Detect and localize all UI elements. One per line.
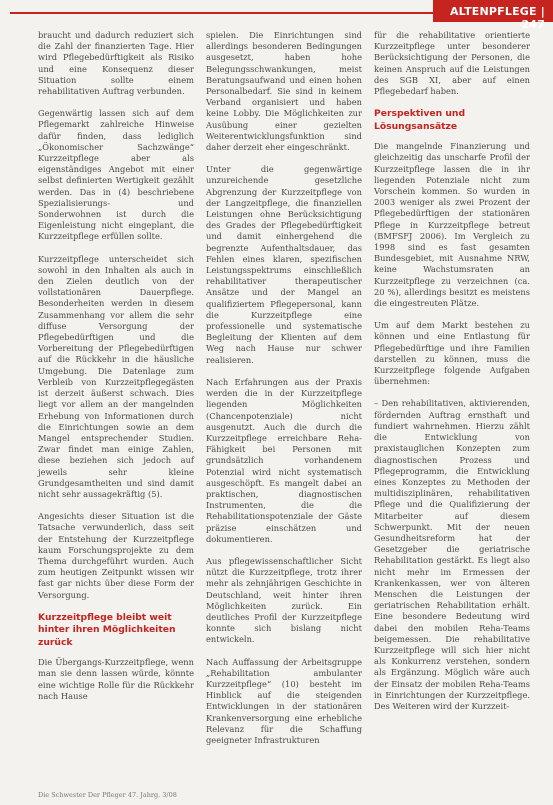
paragraph: Angesichts dieser Situation ist die Tatsache verwunderlich, dass seit der Entstehung der Kurzzeitpflege kaum Forschungsprojekte zu dem Thema durchgeführt wurden. Auch zum heutigen Zeitpunkt wissen wir fast gar nichts über diese Form der Versorgung. xyxy=(38,511,194,600)
paragraph: – Den rehabilitativen, aktivierenden, fördernden Auftrag ernsthaft und fundiert wahrnehmen. Hierzu zählt die Entwicklung von praxistauglichen Konzepten zum diagnostischen Prozess und Pflegeprogramm, die Entwicklung eines Konzeptes zu Methoden der multidisziplinären, rehabilitativen Pflege und die Qualifizierung der Mitarbeiter auf diesem Schwerpunkt. Mit der neuen Gesundheitsreform hat der Gesetzgeber die geriatrische Rehabilitation gestärkt. Es liegt also nicht mehr im Ermessen der Krankenkassen, wer von älteren Menschen die Leistungen der geriatrischen Rehabilitation erhält. Eine besondere Bedeutung wird dabei den mobilen Reha-Teams beigemessen. Die rehabilitative Kurzzeitpflege will sich hier nicht als Konkurrenz verstehen, sondern als Ergänzung. Möglich wäre auch der Einsatz der mobilen Reha-Teams in Einrichtungen der Kurzzeitpflege. Des Weiteren wird der Kurzzeit- xyxy=(374,398,530,711)
paragraph: für die rehabilitative orientierte Kurzzeitpflege unter besonderer Berücksichtigung der Personen, die keinen Anspruch auf die Leistungen des SGB XI, aber auf einen Pflegebedarf haben. xyxy=(374,30,530,97)
text-column-3 xyxy=(374,30,530,723)
page-footer: Die Schwester Der Pfleger 47. Jahrg. 3/08 xyxy=(38,791,177,799)
page-number: 247 xyxy=(521,18,545,31)
paragraph: Aus pflegewissenschaftlicher Sicht nützt die Kurzzeitpflege, trotz ihrer mehr als zehnjährigen Geschichte in Deutschland, weit hinter ihren Möglichkeiten zurück. Ein deutliches Profil der Kurzzeitpflege konnte sich bislang nicht entwickeln. xyxy=(206,555,362,645)
text-column-1 xyxy=(38,30,194,713)
section-heading: Kurzzeitpflege bleibt weit hinter ihren Möglichkeiten zurück xyxy=(38,611,176,648)
section-title: ALTENPFLEGE xyxy=(449,5,537,18)
paragraph: Gegenwärtig lassen sich auf dem Pflegemarkt zahlreiche Hinweise dafür finden, dass lediglich „Ökonomischer Sachzwänge“ Kurzzeitpflege aber als eigenständiges Angebot mit einer selbst definierten Wertigkeit gezählt werden. Das in (4) beschriebene Spezialisierungs- und Sonderwohnen ist durch die Eigenleistung nicht eingeplant, die Kurzzeitpflege erfüllen sollte. xyxy=(38,108,194,242)
paragraph: Unter die gegenwärtige unzureichende gesetzliche Abgrenzung der Kurzzeitpflege von der Langzeitpflege, die finanziellen Leistungen ohne Berücksichtigung des Grades der Pflegebedürftigkeit und damit einhergehend die begrenzte Aufenthaltsdauer, das Fehlen eines klaren, spezifischen Leistungsspektrums einschließlich rehabilitativer therapeutischer Ansätze und der Mangel an qualifiziertem Pflegepersonal, kann die Kurzzeitpflege eine professionelle und systematische Begleitung der Klienten auf dem Weg nach Hause nur schwer realisieren. xyxy=(206,164,362,365)
paragraph: Um auf dem Markt bestehen zu können und eine Entlastung für Pflegebedürftige und ihre Familien darstellen zu können, muss die Kurzzeitpflege folgende Aufgaben übernehmen: xyxy=(374,320,530,387)
header-separator: | xyxy=(540,5,545,18)
paragraph: Die Übergangs-Kurzzeitpflege, wenn man sie denn lassen würde, könnte eine wichtige Rolle für die Rückkehr nach Hause xyxy=(38,657,194,701)
header-rule xyxy=(10,12,433,14)
paragraph: spielen. Die Einrichtungen sind allerdings besonderen Bedingungen ausgesetzt, haben hohe Belegungsschwankungen, meist Beratungsaufwand und einen hohen Personalbedarf. Sie sind in keinem Verband organisiert und haben keine Lobby. Die Möglichkeiten zur Ausübung einer gezielten Weiterentwicklungsfunktion sind daher derzeit eher eingeschränkt. xyxy=(206,30,362,153)
section-heading: Perspektiven und Lösungsansätze xyxy=(374,108,466,132)
paragraph: Nach Auffassung der Arbeitsgruppe „Rehabilitation ambulanter Kurzzeitpflege“ (10) besteht im Hinblick auf die steigenden Entwicklungen in der stationären Krankenversorgung eine erhebliche Relevanz für die Schaffung geeigneter Infrastrukturen xyxy=(206,656,362,745)
paragraph: braucht und dadurch reduziert sich die Zahl der finanzierten Tage. Hier wird Pflegebedürftigkeit als Risiko und eine Konsequenz dieser Situation sollte einem rehabilitativen Auftrag verbunden. xyxy=(38,30,194,97)
paragraph: Die mangelnde Finanzierung und gleichzeitig das unscharfe Profil der Kurzzeitpflege lassen die in ihr liegenden Potenziale nicht zum Vorschein kommen. So wurden in 2003 weniger als zwei Prozent der Pflegebedürftigen der stationären Pflege in Kurzzeitpflege betreut (BMFSFJ 2006). Im Vergleich zu 1998 sind es fast gesamten Bundesgebiet, mit Ausnahme NRW, keine Wachstumsraten an Kurzzeitpflege zu verzeichnen (ca. 20 %), allerdings besitzt es meistens die eingestreuten Plätze. xyxy=(374,141,530,309)
header-tab xyxy=(433,0,553,31)
text-column-2 xyxy=(206,30,362,757)
paragraph: Kurzzeitpflege unterscheidet sich sowohl in den Inhalten als auch in den Zielen deutlich von der vollstationären Dauerpflege. Besonderheiten werden in diesem Zusammenhang vor allem die sehr diffuse Versorgung der Pflegebedürftigen und die Vorbereitung der Pflegebedürftigen auf die Rückkehr in die häusliche Umgebung. Die Datenlage zum Verbleib von Kurzzeitpflegegästen ist derzeit äußerst schwach. Dies liegt vor allem an der mangelnden Erhebung von Informationen durch die Einrichtungen sowie an dem Mangel entsprechender Studien. Zwar findet man einige Zahlen, diese beziehen sich jedoch auf jeweils sehr kleine Grundgesamtheiten und sind damit nicht sehr aussagekräftig (5). xyxy=(38,253,194,499)
page-header xyxy=(0,0,553,31)
paragraph: Nach Erfahrungen aus der Praxis werden die in der Kurzzeitpflege liegenden Möglichkeiten (Chancenpotenziale) nicht ausgenutzt. Auch die durch die Kurzzeitpflege erreichbare Reha-Fähigkeit bei Personen mit grundsätzlich vorhandenem Potenzial wird nicht systematisch ausgeschöpft. Es mangelt dabei an praktischen, diagnostischen Instrumenten, die die Rehabilitationspotenziale der Gäste präzise einschätzen und dokumentieren. xyxy=(206,376,362,544)
